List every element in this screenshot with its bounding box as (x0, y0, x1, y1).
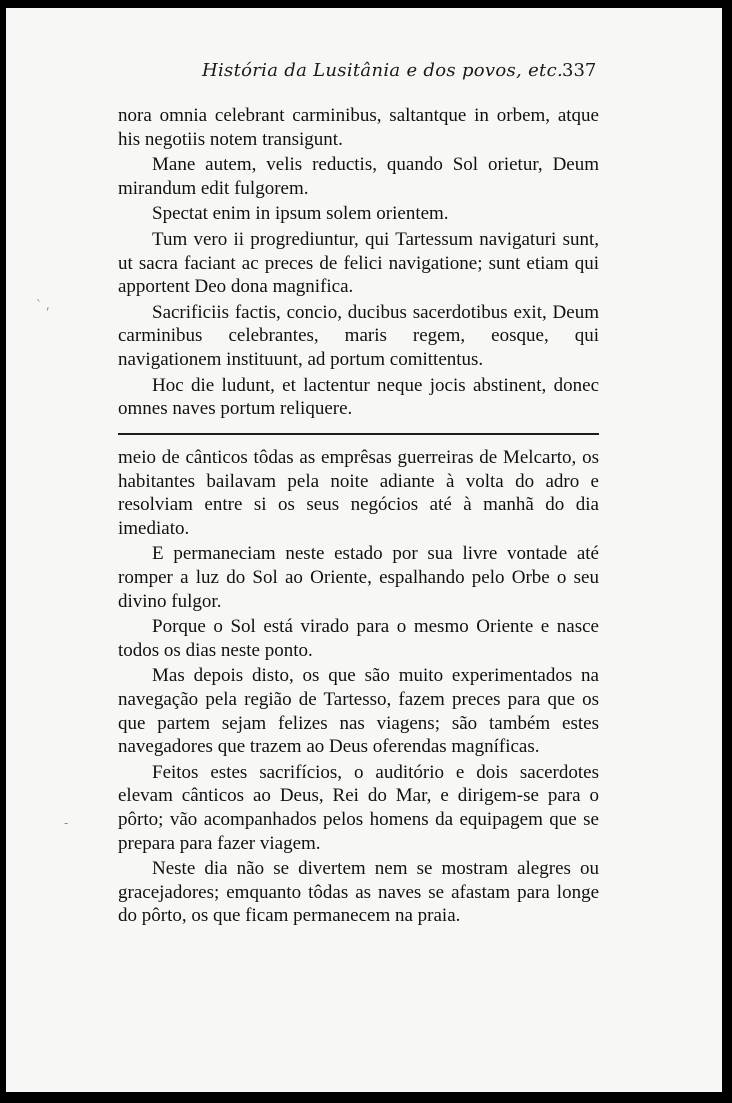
margin-speck: ` , (36, 298, 50, 312)
latin-paragraph: nora omnia celebrant carminibus, saltantque in orbem, atque his negotiis notem transigunt. (118, 105, 599, 150)
portuguese-paragraph: Feitos estes sacrifícios, o auditório e dois sacerdotes elevam cânticos ao Deus, Rei do Mar, e dirigem-se para o pôrto; vão acompanhados pelos homens da equipagem que se prepara para fazer viagem. (118, 761, 599, 854)
page-header (6, 60, 722, 90)
latin-paragraph: Sacrificiis factis, concio, ducibus sacerdotibus exit, Deum carminibus celebrantes, maris regem, eosque, qui navigationem instituunt, ad portum comittentus. (118, 301, 599, 370)
running-title: História da Lusitânia e dos povos, etc. (202, 60, 563, 81)
latin-paragraph: Spectat enim in ipsum solem orientem. (152, 203, 449, 225)
latin-paragraph: Hoc die ludunt, et lactentur neque jocis abstinent, donec omnes naves portum reliquere. (118, 374, 599, 420)
latin-paragraph: Mane autem, velis reductis, quando Sol orietur, Deum mirandum edit fulgorem. (118, 154, 599, 199)
section-divider (118, 433, 599, 435)
portuguese-paragraph: Neste dia não se divertem nem se mostram alegres ou gracejadores; emquanto tôdas as naves se afastam para longe do pôrto, os que ficam permanecem na praia. (118, 858, 599, 927)
margin-speck: - (64, 816, 69, 830)
portuguese-paragraph: Porque o Sol está virado para o mesmo Oriente e nasce todos os dias neste ponto. (118, 616, 599, 661)
page-number: 337 (562, 60, 597, 81)
portuguese-paragraph: Mas depois disto, os que são muito experimentados na navegação pela região de Tartesso, fazem preces para que os que partem sejam felizes nas viagens; são também estes navegadores que trazem ao Deus oferendas magníficas. (118, 665, 599, 758)
latin-text-block (118, 104, 599, 423)
portuguese-paragraph: meio de cânticos tôdas as emprêsas guerreiras de Melcarto, os habitantes bailavam pela noite adiante à volta do adro e resolviam entre si os seus negócios até à manhã do dia imediato. (118, 447, 599, 539)
portuguese-paragraph: E permaneciam neste estado por sua livre vontade até romper a luz do Sol ao Oriente, espalhando pelo Orbe o seu divino fulgor. (118, 543, 599, 612)
latin-paragraph: Tum vero ii progrediuntur, qui Tartessum navigaturi sunt, ut sacra faciant ac preces de felici navigatione; sunt etiam qui apportent Deo dona magnifica. (118, 228, 599, 298)
portuguese-text-block (118, 446, 599, 930)
book-page (6, 8, 722, 1092)
